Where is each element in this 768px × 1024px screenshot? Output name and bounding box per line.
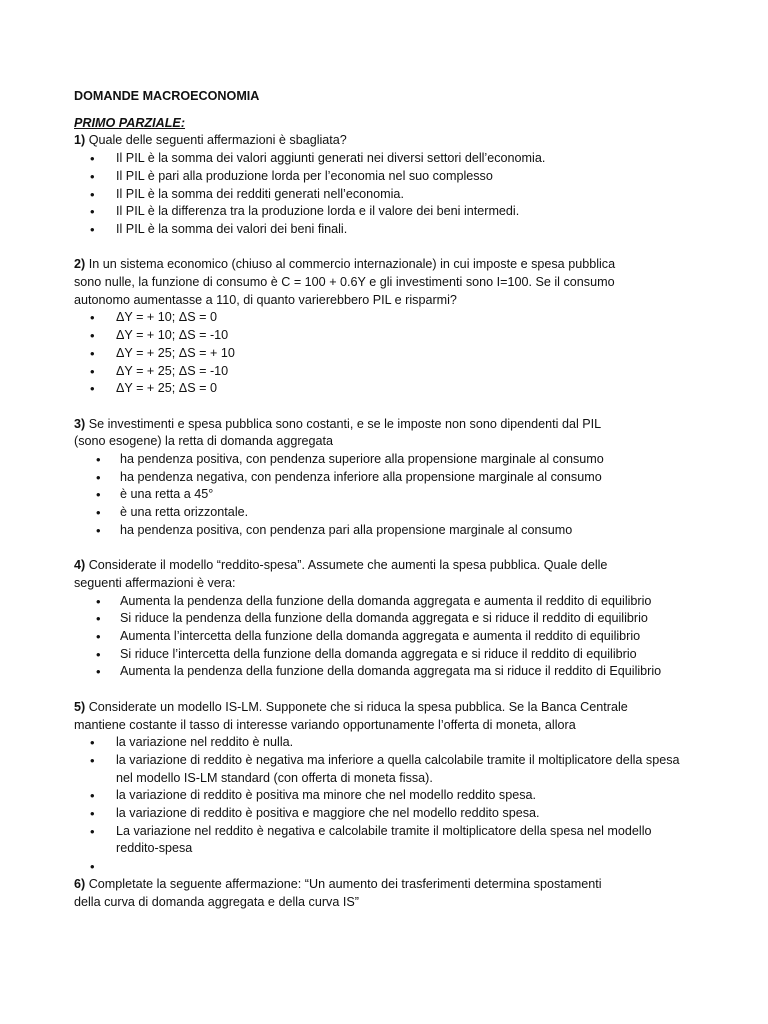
answer-option: • la variazione di reddito è negativa ma inferiore a quella calcolabile tramite il moltiplicatore della spesa nel modello IS-LM standard (con offerta di moneta fissa). <box>90 752 680 785</box>
bullet-icon: • <box>90 381 95 397</box>
answer-options <box>74 451 694 540</box>
question-number: 4) <box>74 558 86 573</box>
bullet-icon: • <box>90 788 95 804</box>
question-4 <box>74 557 694 681</box>
section-heading: PRIMO PARZIALE: <box>74 115 186 130</box>
question-number: 6) <box>74 876 86 891</box>
answer-option: • ΔY = + 25; ΔS = 0 <box>90 381 217 397</box>
question-5 <box>74 699 694 876</box>
answer-option: • la variazione nel reddito è nulla. <box>90 735 294 751</box>
question-number: 1) <box>74 133 86 148</box>
answer-option: • la variazione di reddito è positiva e maggiore che nel modello reddito spesa. <box>90 806 540 822</box>
question-number: 3) <box>74 416 86 431</box>
question-6 <box>74 876 694 911</box>
bullet-icon: • <box>90 806 95 822</box>
question-text: 5) Considerate un modello IS-LM. Supponete che si riduca la spesa pubblica. Se la Banca Centrale mantiene costante il tasso di interesse variando opportunamente l’offerta di moneta, allora <box>74 699 628 732</box>
answer-options <box>74 593 694 682</box>
question-text: 3) Se investimenti e spesa pubblica sono costanti, e se le imposte non sono dipendenti dal PIL (sono esogene) la retta di domanda aggregata <box>74 416 602 449</box>
answer-option: • è una retta orizzontale. <box>96 505 249 521</box>
bullet-icon: • <box>96 629 101 645</box>
bullet-icon: • <box>96 646 101 662</box>
answer-option: • Si riduce l’intercetta della funzione della domanda aggregata e si riduce il reddito di equilibrio <box>96 646 637 662</box>
answer-option: • ha pendenza positiva, con pendenza superiore alla propensione marginale al consumo <box>96 452 604 468</box>
bullet-icon: • <box>90 735 95 751</box>
bullet-icon: • <box>96 487 101 503</box>
answer-option: • Si riduce la pendenza della funzione della domanda aggregata e si riduce il reddito di equilibrio <box>96 611 648 627</box>
bullet-icon: • <box>90 151 95 167</box>
answer-option <box>74 858 694 876</box>
bullet-icon: • <box>90 186 95 202</box>
answer-option: • Il PIL è la differenza tra la produzione lorda e il valore dei beni intermedi. <box>90 204 520 220</box>
answer-options <box>74 150 694 239</box>
question-text: 2) In un sistema economico (chiuso al commercio internazionale) in cui imposte e spesa pubblica sono nulle, la funzione di consumo è C = 100 + 0.6Y e gli investimenti sono I=100. Se il consumo autonomo aumentasse a 110, di quanto varierebbero PIL e risparmi? <box>74 257 616 307</box>
question-1 <box>74 132 694 238</box>
answer-option: • ha pendenza positiva, con pendenza pari alla propensione marginale al consumo <box>96 522 573 538</box>
question-2 <box>74 256 694 398</box>
document-title: DOMANDE MACROECONOMIA <box>74 89 260 103</box>
bullet-icon: • <box>90 345 95 361</box>
answer-option: • Il PIL è la somma dei valori dei beni finali. <box>90 221 348 237</box>
bullet-icon: • <box>96 522 101 538</box>
bullet-icon: • <box>90 328 95 344</box>
answer-option: • ΔY = + 10; ΔS = -10 <box>90 328 229 344</box>
answer-option: • ΔY = + 25; ΔS = -10 <box>90 363 229 379</box>
document-page <box>74 88 694 911</box>
question-text: 4) Considerate il modello “reddito-spesa”. Assumete che aumenti la spesa pubblica. Quale delle seguenti affermazioni è vera: <box>74 558 608 590</box>
bullet-icon: • <box>90 823 95 839</box>
answer-options <box>74 734 694 876</box>
answer-option: • La variazione nel reddito è negativa e calcolabile tramite il moltiplicatore della spesa nel modello reddito-spesa <box>90 823 652 856</box>
answer-option: • Il PIL è pari alla produzione lorda per l’economia nel suo complesso <box>90 168 493 184</box>
bullet-icon: • <box>96 664 101 680</box>
question-number: 5) <box>74 699 86 714</box>
bullet-icon: • <box>90 859 95 875</box>
answer-option: • ha pendenza negativa, con pendenza inferiore alla propensione marginale al consumo <box>96 469 602 485</box>
answer-option: • Il PIL è la somma dei redditi generati nell’economia. <box>90 186 404 202</box>
question-text: 1) Quale delle seguenti affermazioni è sbagliata? <box>74 133 347 148</box>
bullet-icon: • <box>96 611 101 627</box>
question-3 <box>74 416 694 540</box>
question-number: 2) <box>74 257 86 272</box>
answer-option: • ΔY = + 10; ΔS = 0 <box>90 310 217 326</box>
bullet-icon: • <box>96 452 101 468</box>
bullet-icon: • <box>90 752 95 768</box>
answer-option: • Aumenta la pendenza della funzione della domanda aggregata e aumenta il reddito di equilibrio <box>96 593 652 609</box>
answer-option: • è una retta a 45° <box>96 487 214 503</box>
answer-option: • la variazione di reddito è positiva ma minore che nel modello reddito spesa. <box>90 788 537 804</box>
question-text: 6) Completate la seguente affermazione: “Un aumento dei trasferimenti determina spostamenti della curva di domanda aggregata e della curva IS” <box>74 876 602 909</box>
bullet-icon: • <box>96 505 101 521</box>
bullet-icon: • <box>96 593 101 609</box>
answer-option: • Il PIL è la somma dei valori aggiunti generati nei diversi settori dell’economia. <box>90 151 546 167</box>
bullet-icon: • <box>90 310 95 326</box>
answer-option: • ΔY = + 25; ΔS = + 10 <box>90 345 235 361</box>
bullet-icon: • <box>90 204 95 220</box>
answer-options <box>74 309 694 398</box>
answer-option: • Aumenta la pendenza della funzione della domanda aggregata ma si riduce il reddito di Equilibrio <box>96 664 662 680</box>
answer-option: • Aumenta l’intercetta della funzione della domanda aggregata e aumenta il reddito di equilibrio <box>96 629 641 645</box>
bullet-icon: • <box>96 469 101 485</box>
bullet-icon: • <box>90 363 95 379</box>
bullet-icon: • <box>90 168 95 184</box>
bullet-icon: • <box>90 221 95 237</box>
